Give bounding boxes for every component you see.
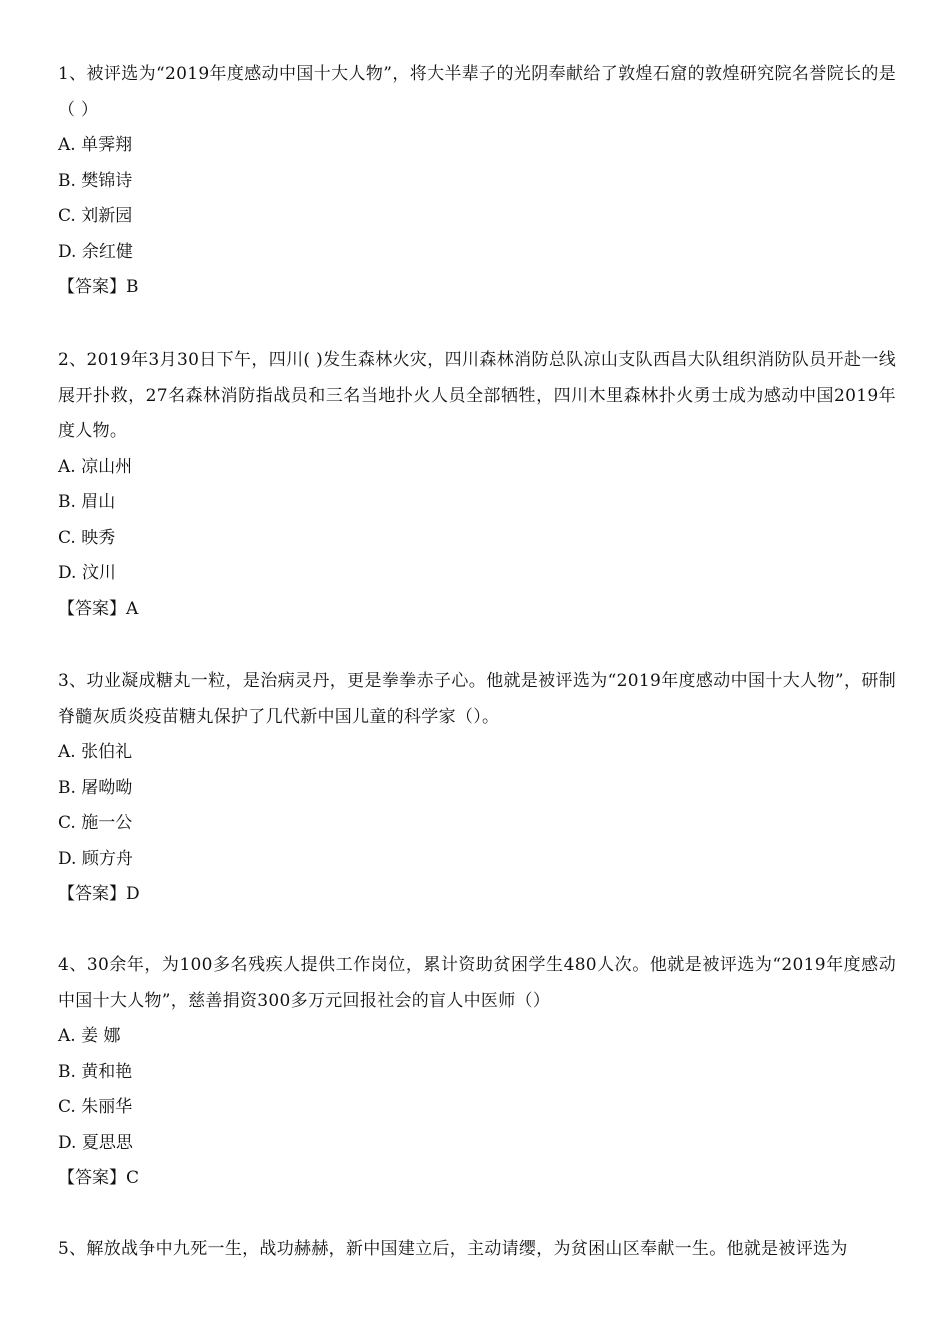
question-1: [58, 57, 896, 306]
option-list: [58, 1019, 896, 1161]
option-a: A. 张伯礼: [58, 742, 133, 762]
answer-label: 【答案】D: [58, 884, 140, 904]
option-list: [58, 450, 896, 592]
question-stem: 5、解放战争中九死一生，战功赫赫，新中国建立后，主动请缨，为贫困山区奉献一生。他就是被评选为: [58, 1239, 848, 1259]
option-list: [58, 128, 896, 270]
question-2: [58, 343, 896, 627]
option-d: D. 顾方舟: [58, 848, 133, 869]
option-list: [58, 735, 896, 877]
option-b: B. 屠呦呦: [58, 777, 133, 798]
answer-label: 【答案】A: [58, 598, 139, 619]
option-c: C. 刘新园: [58, 206, 133, 226]
option-a: A. 凉山州: [58, 456, 133, 477]
question-stem: 2、2019年3月30日下午，四川( )发生森林火灾，四川森林消防总队凉山支队西昌大队组织消防队员开赴一线展开扑救，27名森林消防指战员和三名当地扑火人员全部牺牲，四川木里森林扑火勇士成为感动中国2019年度人物。: [58, 350, 896, 441]
option-c: C. 施一公: [58, 813, 133, 833]
option-d: D. 汶川: [58, 563, 116, 583]
option-b: B. 黄和艳: [58, 1061, 133, 1082]
option-d: D. 夏思思: [58, 1132, 133, 1153]
option-c: C. 映秀: [58, 527, 116, 548]
option-d: D. 余红健: [58, 241, 133, 262]
answer-label: 【答案】B: [58, 277, 139, 297]
option-a: A. 姜 娜: [58, 1026, 121, 1046]
question-stem: 3、功业凝成糖丸一粒，是治病灵丹，更是拳拳赤子心。他就是被评选为“2019年度感动中国十大人物”，研制脊髓灰质炎疫苗糖丸保护了几代新中国儿童的科学家（）。: [58, 671, 896, 727]
question-stem: 4、30余年，为100多名残疾人提供工作岗位，累计资助贫困学生480人次。他就是被评选为“2019年度感动中国十大人物”，慈善捐资300多万元回报社会的盲人中医师（）: [58, 955, 896, 1011]
option-b: B. 眉山: [58, 492, 116, 512]
question-stem: 1、被评选为“2019年度感动中国十大人物”，将大半辈子的光阴奉献给了敦煌石窟的敦煌研究院名誉院长的是（ ）: [58, 64, 896, 120]
question-5: [58, 1232, 896, 1268]
option-c: C. 朱丽华: [58, 1097, 133, 1117]
question-4: [58, 948, 896, 1197]
option-b: B. 樊锦诗: [58, 170, 133, 191]
question-3: [58, 664, 896, 913]
answer-label: 【答案】C: [58, 1168, 140, 1188]
option-a: A. 单霁翔: [58, 135, 133, 155]
